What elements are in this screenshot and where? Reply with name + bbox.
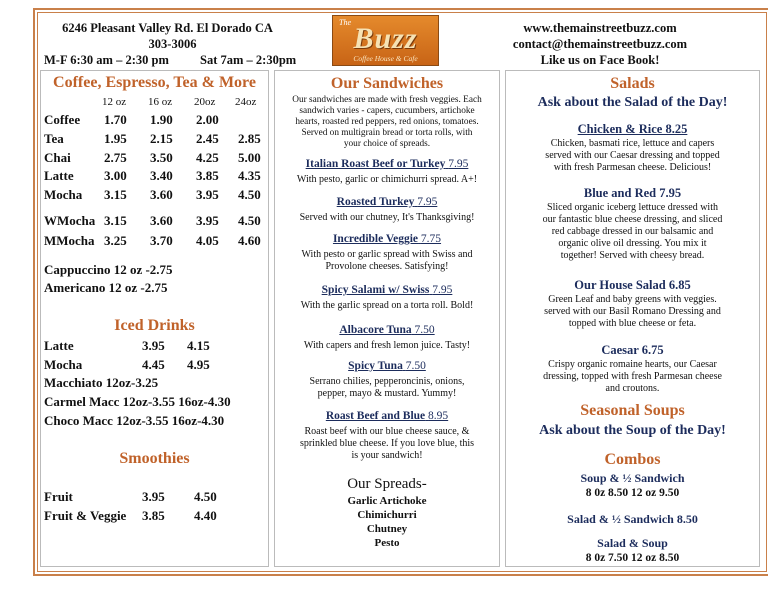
americano: Americano 12 oz -2.75 xyxy=(44,280,168,295)
smoothie-veggie-p1: 3.85 xyxy=(142,508,165,523)
hours-weekend: Sat 7am – 2:30pm xyxy=(200,53,297,67)
coffee-item-price: 3.95 xyxy=(196,187,219,202)
coffee-item-price: 3.70 xyxy=(150,233,173,248)
sandwich-name: Roasted Turkey xyxy=(336,196,415,208)
iced-latte-name: Latte xyxy=(44,338,74,353)
soups-title: Seasonal Soups xyxy=(580,402,685,419)
sandwich-price: 7.75 xyxy=(420,233,442,245)
sandwich-description xyxy=(276,212,498,224)
description-line: topped with blue cheese or feta. xyxy=(568,318,697,329)
description-line: Crispy organic romaine hearts, our Caesar xyxy=(548,359,717,370)
description-line: Chicken, basmati rice, lettuce and capers xyxy=(550,138,715,149)
iced-choco: Choco Macc 12oz-3.55 16oz-4.30 xyxy=(44,413,225,428)
description-line: red cabbage dressed in our balsamic and xyxy=(551,226,714,237)
coffee-item-price: 5.00 xyxy=(238,150,261,165)
sandwich-title xyxy=(276,233,498,245)
sandwiches-intro xyxy=(276,95,498,150)
description-line: organic olive oil dressing. You mix it xyxy=(558,238,707,249)
sandwich-price: 7.95 xyxy=(448,158,469,170)
salad-of-day: Ask about the Salad of the Day! xyxy=(537,95,728,110)
combo-soup-sandwich: Soup & ½ Sandwich xyxy=(580,471,685,485)
size-20: 20oz xyxy=(194,96,216,108)
coffee-item-name: Chai xyxy=(44,150,71,165)
coffee-item-price: 3.60 xyxy=(150,213,173,228)
coffee-item-price: 4.25 xyxy=(196,150,219,165)
description-line: Served with our chutney, It's Thanksgiving! xyxy=(299,212,475,223)
sandwich-title xyxy=(276,284,498,296)
smoothie-veggie-p2: 4.40 xyxy=(194,508,217,523)
sandwich-title xyxy=(276,360,498,372)
logo-name: Buzz xyxy=(353,22,418,55)
contact-email[interactable]: contact@themainstreetbuzz.com xyxy=(512,37,688,51)
salad-title: Our House Salad 6.85 xyxy=(574,278,691,292)
description-line: Roast beef with our blue cheese sauce, & xyxy=(304,426,470,437)
coffee-item-price: 3.00 xyxy=(104,168,127,183)
sandwich-description xyxy=(276,174,498,186)
sandwich-price: 7.50 xyxy=(414,324,435,336)
description-line: and croutons. xyxy=(605,383,660,394)
coffee-item-price: 4.60 xyxy=(238,233,261,248)
description-line: is your sandwich! xyxy=(351,450,423,461)
coffee-item-price: 2.15 xyxy=(150,131,173,146)
sandwich-title xyxy=(276,324,498,336)
smoothie-fruit-p1: 3.95 xyxy=(142,489,165,504)
spread-item: Chimichurri xyxy=(357,509,417,521)
salads-title: Salads xyxy=(610,75,655,92)
soup-of-day: Ask about the Soup of the Day! xyxy=(539,423,726,438)
coffee-item-price: 4.50 xyxy=(238,213,261,228)
description-line: sprinkled blue cheese. If you love blue, this xyxy=(299,438,475,449)
intro-line: sandwich varies - capers, cucumbers, artichoke xyxy=(299,106,475,116)
description-line: served with our Basil Romano Dressing and xyxy=(544,306,721,317)
description-line: our fantastic blue cheese dressing, and sliced xyxy=(542,214,723,225)
sandwich-name: Italian Roast Beef or Turkey xyxy=(305,158,446,170)
description-line: dressing, topped with fresh Parmesan cheese xyxy=(543,371,722,382)
hours-weekday: M-F 6:30 am – 2:30 pm xyxy=(44,53,169,67)
sandwich-description xyxy=(276,376,498,400)
coffee-item-price: 3.50 xyxy=(150,150,173,165)
coffee-item-name: Latte xyxy=(44,168,74,183)
sandwich-name: Roast Beef and Blue xyxy=(325,410,426,422)
intro-line: Served on multigrain bread or torta rolls, with xyxy=(301,128,473,138)
sandwich-description xyxy=(276,300,498,312)
coffee-item-price: 3.85 xyxy=(196,168,219,183)
phone: 303-3006 xyxy=(148,37,197,51)
coffee-item-price: 3.15 xyxy=(104,187,127,202)
description-line: With capers and fresh lemon juice. Tasty! xyxy=(303,340,471,351)
coffee-item-price: 3.40 xyxy=(150,168,173,183)
coffee-item-price: 3.15 xyxy=(104,213,127,228)
sandwich-name: Spicy Tuna xyxy=(348,360,403,372)
spreads-title: Our Spreads- xyxy=(347,476,427,492)
description-line: Sliced organic iceberg lettuce dressed with xyxy=(547,202,718,213)
sandwich-name: Albacore Tuna xyxy=(339,324,412,336)
coffee-item-price: 4.35 xyxy=(238,168,261,183)
sandwich-title xyxy=(276,196,498,208)
size-24: 24oz xyxy=(235,96,257,108)
sandwich-price: 7.95 xyxy=(432,284,453,296)
description-line: served with our Caesar dressing and topped xyxy=(545,150,720,161)
sandwich-description xyxy=(276,340,498,352)
salad-description xyxy=(507,202,758,262)
salad-title: Caesar 6.75 xyxy=(601,343,664,357)
size-12: 12 oz xyxy=(102,96,127,108)
iced-macchiato: Macchiato 12oz-3.25 xyxy=(44,375,159,390)
combo-salad-soup: Salad & Soup xyxy=(597,536,668,550)
coffee-item-price: 2.45 xyxy=(196,131,219,146)
iced-carmel: Carmel Macc 12oz-3.55 16oz-4.30 xyxy=(44,394,231,409)
intro-line: Our sandwiches are made with fresh veggies. Each xyxy=(292,95,482,105)
address: 6246 Pleasant Valley Rd. El Dorado CA xyxy=(62,21,273,35)
iced-latte-p1: 3.95 xyxy=(142,338,165,353)
iced-mocha-name: Mocha xyxy=(44,357,83,372)
coffee-item-price: 4.50 xyxy=(238,187,261,202)
description-line: together! Served with cheesy bread. xyxy=(560,250,705,261)
sandwich-price: 7.50 xyxy=(405,360,426,372)
sandwich-price: 8.95 xyxy=(428,410,449,422)
coffee-item-price: 2.00 xyxy=(196,112,219,127)
smoothie-veggie-name: Fruit & Veggie xyxy=(44,508,127,523)
description-line: With pesto or garlic spread with Swiss and xyxy=(301,249,473,260)
combos-title: Combos xyxy=(604,451,661,468)
coffee-item-price: 1.95 xyxy=(104,131,127,146)
coffee-item-name: Tea xyxy=(44,131,64,146)
combo-soup-sandwich-prices: 8 0z 8.50 12 oz 9.50 xyxy=(585,487,680,499)
coffee-item-price: 3.60 xyxy=(150,187,173,202)
sandwich-description xyxy=(276,249,498,273)
coffee-item-name: Mocha xyxy=(44,187,83,202)
logo-subtitle: Coffee House & Cafe xyxy=(353,54,418,63)
salad-title: Chicken & Rice 8.25 xyxy=(577,122,688,136)
coffee-item-price: 1.90 xyxy=(150,112,173,127)
sandwich-description xyxy=(276,426,498,462)
sandwich-title xyxy=(276,158,498,170)
description-line: Provolone cheeses. Satisfying! xyxy=(325,261,449,272)
logo-the: The xyxy=(339,18,351,27)
coffee-item-price: 2.75 xyxy=(104,150,127,165)
iced-title: Iced Drinks xyxy=(114,317,195,334)
salad-description xyxy=(507,294,758,330)
iced-mocha-p1: 4.45 xyxy=(142,357,165,372)
sandwiches-title: Our Sandwiches xyxy=(330,75,444,92)
website[interactable]: www.themainstreetbuzz.com xyxy=(523,21,677,35)
smoothie-fruit-p2: 4.50 xyxy=(194,489,217,504)
cappuccino: Cappuccino 12 oz -2.75 xyxy=(44,262,173,277)
size-16: 16 oz xyxy=(148,96,173,108)
logo xyxy=(332,15,439,66)
description-line: pepper, mayo & mustard. Yummy! xyxy=(317,388,457,399)
sandwich-name: Incredible Veggie xyxy=(332,233,419,245)
description-line: with fresh Parmesan cheese. Delicious! xyxy=(553,162,712,173)
spread-item: Garlic Artichoke xyxy=(347,495,427,507)
smoothies-title: Smoothies xyxy=(119,450,190,467)
sandwich-price: 7.95 xyxy=(417,196,438,208)
combo-salad-sandwich: Salad & ½ Sandwich 8.50 xyxy=(567,512,698,526)
combo-salad-soup-prices: 8 0z 7.50 12 oz 8.50 xyxy=(585,552,680,564)
coffee-item-price: 3.95 xyxy=(196,213,219,228)
coffee-item-price: 2.85 xyxy=(238,131,261,146)
coffee-item-name: Coffee xyxy=(44,112,81,127)
coffee-title: Coffee, Espresso, Tea & More xyxy=(53,74,256,91)
sandwich-name: Spicy Salami w/ Swiss xyxy=(321,284,430,296)
description-line: Green Leaf and baby greens with veggies. xyxy=(548,294,717,305)
salad-description xyxy=(507,138,758,174)
smoothie-fruit-name: Fruit xyxy=(44,489,73,504)
intro-line: your choice of spreads. xyxy=(343,139,431,149)
salad-title: Blue and Red 7.95 xyxy=(583,186,682,200)
description-line: With the garlic spread on a torta roll. Bold! xyxy=(300,300,474,311)
spread-item: Chutney xyxy=(366,523,408,535)
coffee-item-price: 3.25 xyxy=(104,233,127,248)
facebook-note: Like us on Face Book! xyxy=(540,53,660,67)
iced-latte-p2: 4.15 xyxy=(187,338,210,353)
description-line: With pesto, garlic or chimichurri spread. A+! xyxy=(296,174,478,185)
description-line: Serrano chilies, pepperoncinis, onions, xyxy=(309,376,465,387)
coffee-item-name: MMocha xyxy=(44,233,95,248)
salad-description xyxy=(507,359,758,395)
coffee-item-name: WMocha xyxy=(44,213,96,228)
coffee-item-price: 1.70 xyxy=(104,112,127,127)
coffee-item-price: 4.05 xyxy=(196,233,219,248)
intro-line: hearts, roasted red peppers, red onions, tomatoes. xyxy=(295,117,479,127)
spread-item: Pesto xyxy=(374,537,400,549)
sandwich-title xyxy=(276,410,498,422)
iced-mocha-p2: 4.95 xyxy=(187,357,210,372)
